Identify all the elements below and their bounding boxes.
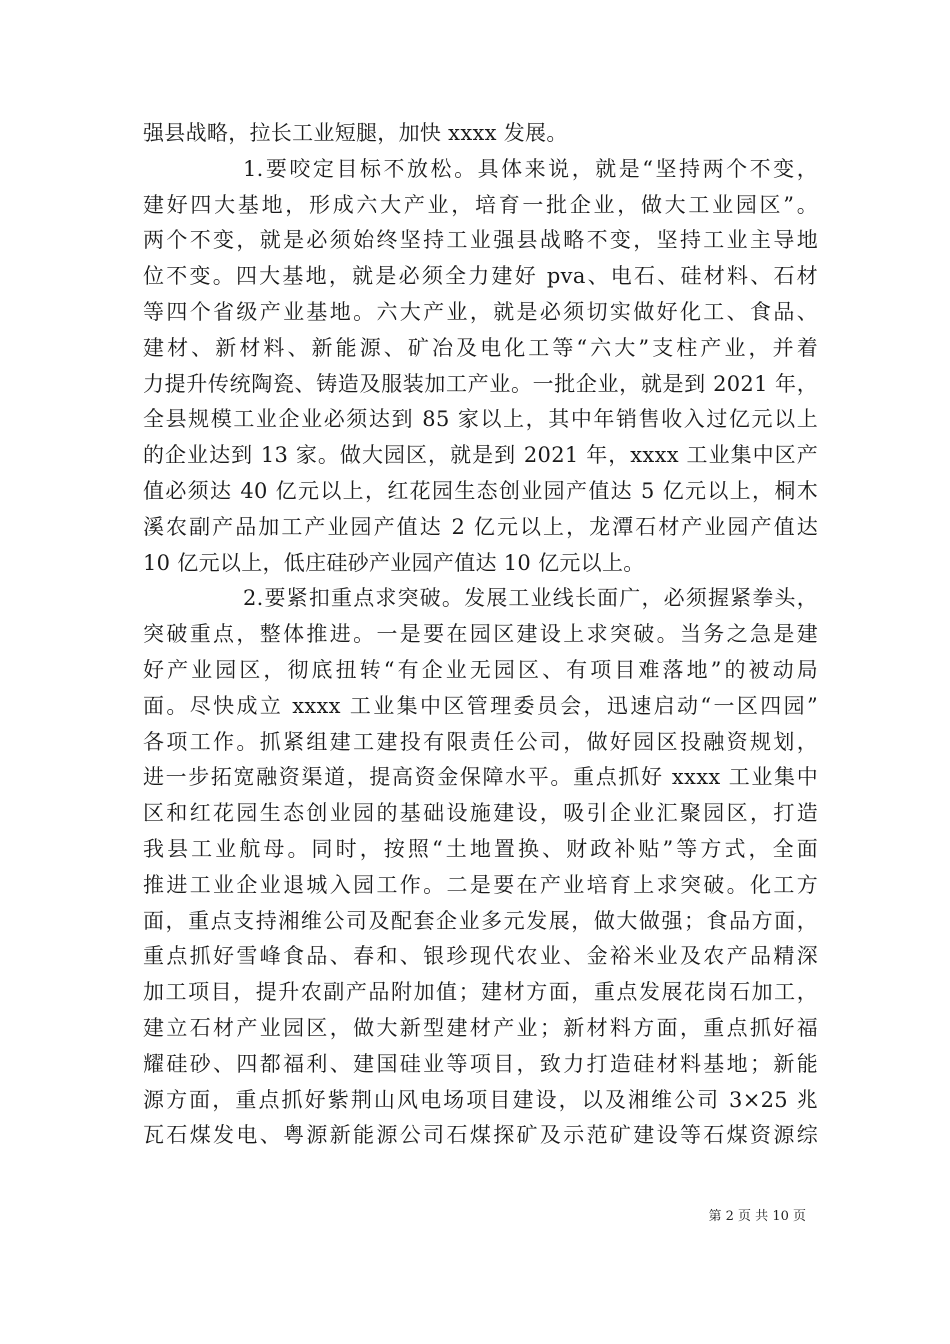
text-line: 位不变。四大基地，就是必须全力建好 pva、电石、硅材料、石材 [143, 264, 818, 289]
text-line: 各项工作。抓紧组建工建投有限责任公司，做好园区投融资规划， [143, 729, 818, 754]
text-line: 溪农副产品加工产业园产值达 2 亿元以上，龙潭石材产业园产值达 [143, 514, 818, 539]
text-line: 突破重点，整体推进。一是要在园区建设上求突破。当务之急是建 [143, 622, 818, 647]
text-line: 建立石材产业园区，做大新型建材产业；新材料方面，重点抓好福 [143, 1015, 818, 1040]
text-line: 好产业园区，彻底扭转“有企业无园区、有项目难落地”的被动局 [143, 657, 818, 682]
text-line: 区和红花园生态创业园的基础设施建设，吸引企业汇聚园区，打造 [143, 801, 818, 826]
paragraph-start-line: 1.要咬定目标不放松。具体来说，就是“坚持两个不变， [243, 156, 818, 181]
text-line: 加工项目，提升农副产品附加值；建材方面，重点发展花岗石加工， [143, 980, 818, 1005]
text-line: 的企业达到 13 家。做大园区，就是到 2021 年，xxxx 工业集中区产 [143, 443, 818, 468]
text-line: 推进工业企业退城入园工作。二是要在产业培育上求突破。化工方 [143, 872, 818, 897]
text-line: 等四个省级产业基地。六大产业，就是必须切实做好化工、食品、 [143, 299, 818, 324]
body-text [143, 116, 818, 1154]
text-line: 全县规模工业企业必须达到 85 家以上，其中年销售收入过亿元以上 [143, 407, 818, 432]
paragraph-start-line: 2.要紧扣重点求突破。发展工业线长面广，必须握紧拳头， [243, 586, 818, 611]
page-number-footer: 第 2 页 共 10 页 [708, 1209, 806, 1224]
text-line: 建好四大基地，形成六大产业，培育一批企业，做大工业园区”。 [143, 192, 818, 217]
text-line: 面，重点支持湘维公司及配套企业多元发展，做大做强；食品方面， [143, 908, 818, 933]
text-line: 强县战略，拉长工业短腿，加快 xxxx 发展。 [143, 121, 568, 145]
text-line: 面。尽快成立 xxxx 工业集中区管理委员会，迅速启动“一区四园” [143, 693, 818, 718]
text-line: 耀硅砂、四都福利、建国硅业等项目，致力打造硅材料基地；新能 [143, 1051, 818, 1076]
text-line: 源方面，重点抓好紫荆山风电场项目建设，以及湘维公司 3×25 兆 [143, 1087, 818, 1112]
text-line: 瓦石煤发电、粤源新能源公司石煤探矿及示范矿建设等石煤资源综 [143, 1123, 818, 1148]
text-line: 我县工业航母。同时，按照“土地置换、财政补贴”等方式，全面 [143, 836, 818, 861]
paragraph-end-line: 10 亿元以上，低庄硅砂产业园产值达 10 亿元以上。 [143, 550, 645, 575]
text-line: 进一步拓宽融资渠道，提高资金保障水平。重点抓好 xxxx 工业集中 [143, 765, 818, 790]
text-line: 值必须达 40 亿元以上，红花园生态创业园产值达 5 亿元以上，桐木 [143, 478, 818, 503]
text-line: 建材、新材料、新能源、矿冶及电化工等“六大”支柱产业，并着 [143, 335, 818, 360]
text-line: 力提升传统陶瓷、铸造及服装加工产业。一批企业，就是到 2021 年， [143, 371, 818, 396]
text-line: 两个不变，就是必须始终坚持工业强县战略不变，坚持工业主导地 [143, 228, 818, 253]
text-line: 重点抓好雪峰食品、春和、银珍现代农业、金裕米业及农产品精深 [143, 944, 818, 969]
